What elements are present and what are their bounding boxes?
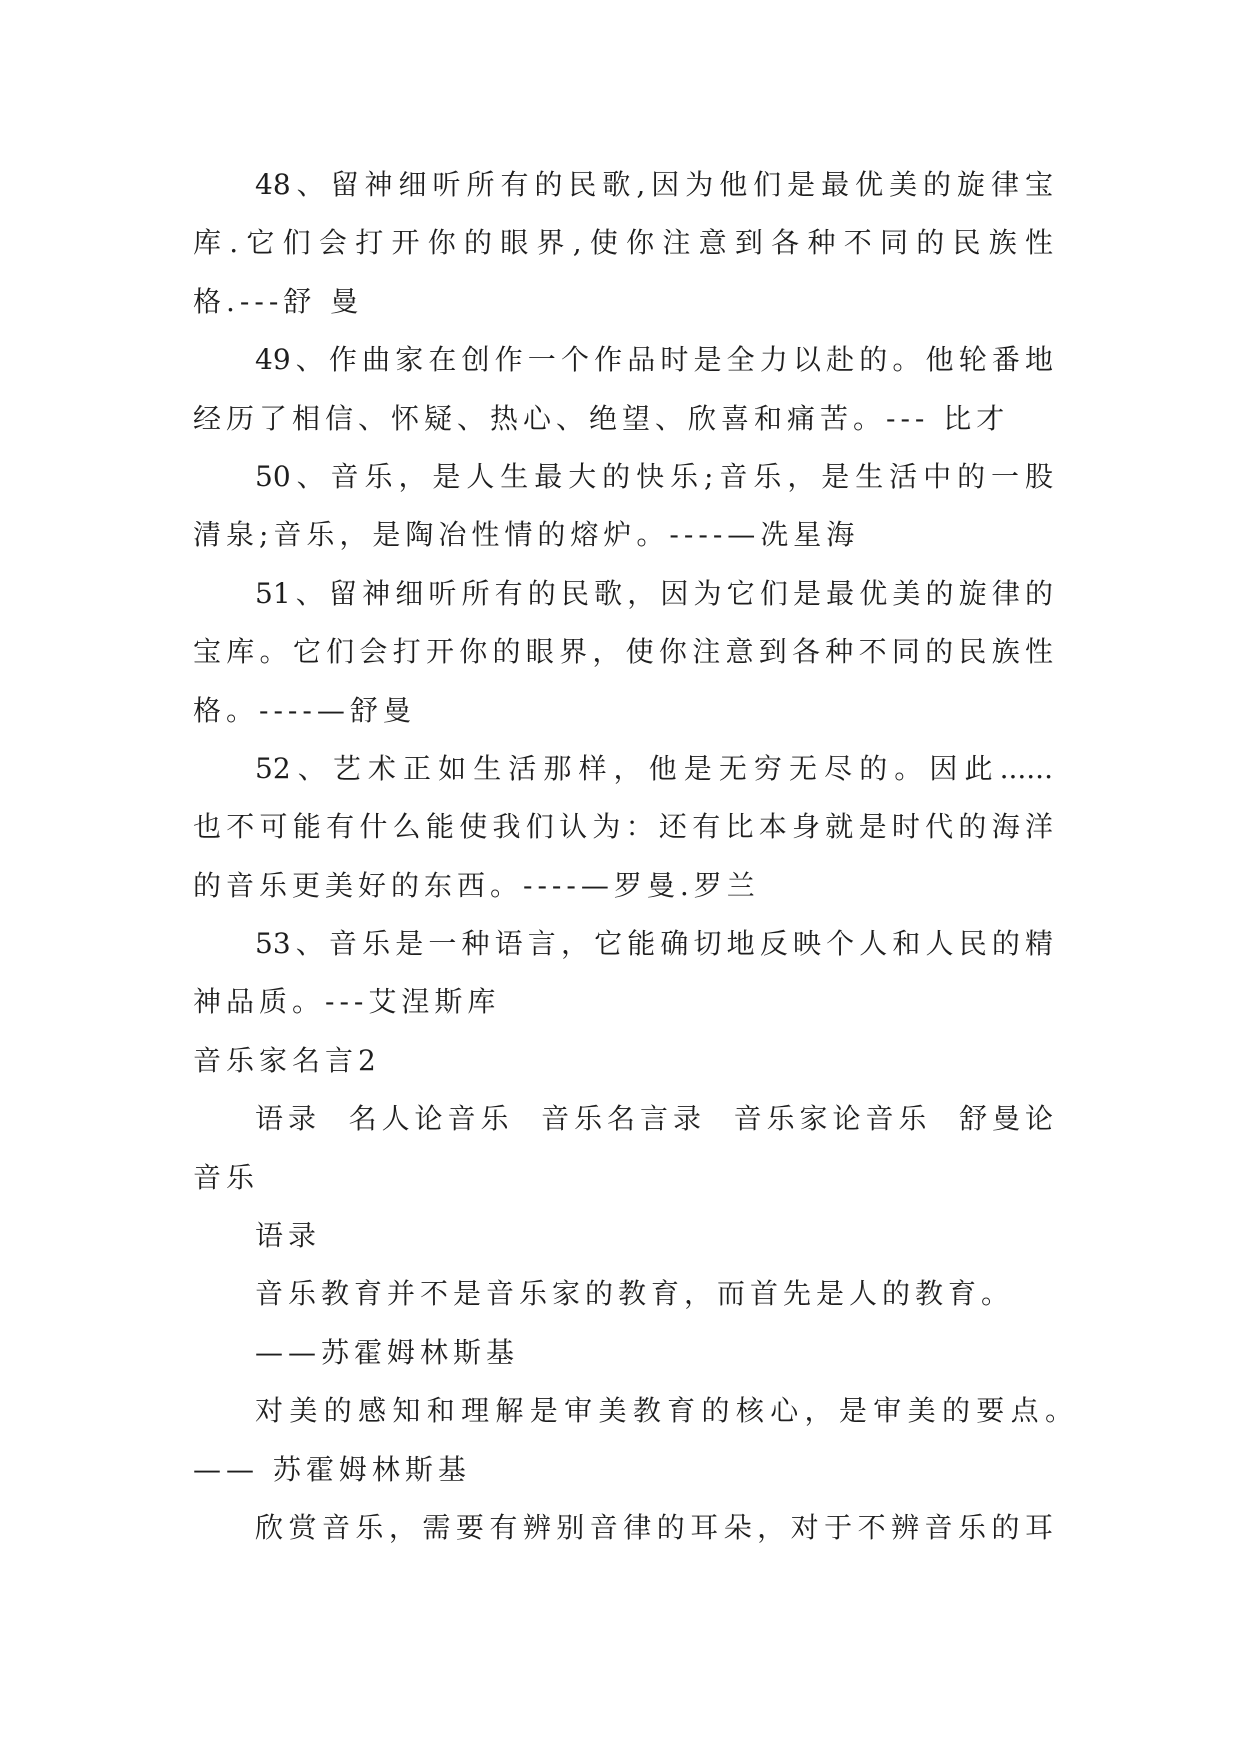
text-line: ——苏霍姆林斯基 [255,1335,520,1369]
text-line: 音乐教育并不是音乐家的教育，而首先是人的教育。 [255,1277,1015,1311]
text-line: 清泉;音乐，是陶冶性情的熔炉。----—冼星海 [193,518,860,552]
quote-paragraph [193,331,1053,448]
section-heading [193,1032,1053,1090]
text-line: 51、留神细听所有的民歌，因为它们是最优美的旋律的 [255,576,1053,610]
quote-paragraph [193,156,1053,331]
text-line: 的音乐更美好的东西。----—罗曼.罗兰 [193,868,760,902]
text-line: 53、音乐是一种语言，它能确切地反映个人和人民的精 [255,927,1053,961]
quote-paragraph [193,1499,1053,1557]
text-line: 也不可能有什么能使我们认为：还有比本身就是时代的海洋 [193,810,1053,844]
text-line: 语录 [255,1219,322,1253]
text-line: 语录 名人论音乐 音乐名言录 音乐家论音乐 舒曼论 [255,1102,1053,1136]
text-line: 对美的感知和理解是审美教育的核心，是审美的要点。 [255,1394,1073,1428]
attribution-paragraph [193,1324,1053,1382]
quote-paragraph [193,1382,1073,1499]
keywords-paragraph [193,1090,1053,1207]
text-line: 格.---舒 曼 [193,284,364,318]
text-line: 50、音乐，是人生最大的快乐;音乐，是生活中的一股 [255,459,1053,493]
quote-paragraph [193,448,1053,565]
text-line: 欣赏音乐，需要有辨别音律的耳朵，对于不辨音乐的耳 [255,1510,1053,1544]
text-line: 52、艺术正如生活那样，他是无穷无尽的。因此...... [255,751,1053,785]
heading-text: 音乐家名言2 [193,1043,381,1077]
text-line: 经历了相信、怀疑、热心、绝望、欣喜和痛苦。--- 比才 [193,401,1010,435]
quote-paragraph [193,740,1053,915]
text-line: —— 苏霍姆林斯基 [193,1452,471,1486]
quote-paragraph [193,565,1053,740]
text-line: 49、作曲家在创作一个作品时是全力以赴的。他轮番地 [255,343,1053,377]
text-line: 格。----—舒曼 [193,693,416,727]
document-page [193,156,1073,1557]
quote-paragraph [193,915,1053,1032]
text-line: 宝库。它们会打开你的眼界，使你注意到各种不同的民族性 [193,635,1053,669]
text-line: 库.它们会打开你的眼界,使你注意到各种不同的民族性 [193,226,1053,260]
quote-paragraph [193,1265,1053,1323]
text-line: 音乐 [193,1160,260,1194]
text-line: 48、留神细听所有的民歌,因为他们是最优美的旋律宝 [255,168,1053,201]
subheading-paragraph [193,1207,1053,1265]
text-line: 神品质。---艾涅斯库 [193,985,501,1019]
